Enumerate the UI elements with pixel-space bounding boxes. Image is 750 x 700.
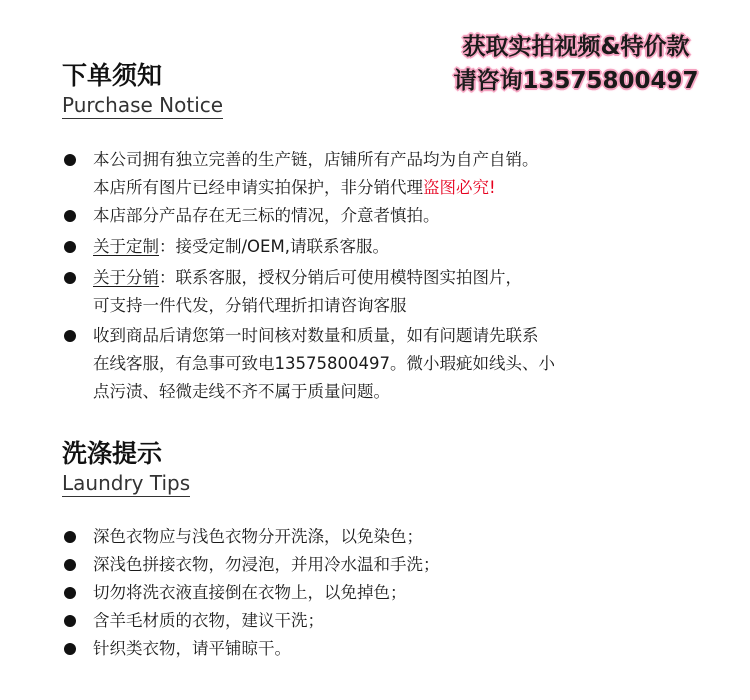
laundry-tips-subtitle: Laundry Tips — [62, 471, 191, 495]
custom-order-text: ：接受定制/OEM,请联系客服。 — [159, 237, 389, 256]
promo-line-2: 请咨询13575800497 — [453, 68, 699, 94]
laundry-tips-title: 洗涤提示 — [62, 439, 163, 468]
purchase-notice-section — [62, 60, 223, 119]
warning-text: 盗图必究! — [423, 178, 496, 197]
list-item — [62, 322, 555, 406]
list-item-text: 深色衣物应与浅色衣物分开洗涤，以免染色； — [93, 527, 423, 546]
distribution-key: 关于分销 — [93, 268, 159, 287]
list-item — [62, 607, 440, 635]
promo-banner — [430, 30, 722, 98]
custom-order-key: 关于定制 — [93, 237, 159, 256]
list-item — [62, 146, 555, 202]
bullet-icon — [64, 241, 76, 253]
laundry-tips-section — [62, 438, 190, 497]
list-item-text — [93, 174, 555, 202]
list-item-text: 在线客服，有急事可致电13575800497。微小瑕疵如线头、小 — [93, 354, 555, 373]
list-item-text: 本店部分产品存在无三标的情况，介意者慎拍。 — [93, 206, 440, 225]
list-item-text-part: 本店所有图片已经申请实拍保护，非分销代理 — [93, 178, 423, 197]
list-item — [62, 523, 440, 551]
purchase-notice-list — [62, 146, 555, 406]
list-item-text: 点污渍、轻微走线不齐不属于质量问题。 — [93, 382, 390, 401]
list-item-text: 深浅色拼接衣物，勿浸泡，并用冷水温和手洗； — [93, 555, 440, 574]
list-item-text — [93, 233, 555, 261]
list-item-text: 收到商品后请您第一时间核对数量和质量，如有问题请先联系 — [93, 326, 539, 345]
laundry-tips-list — [62, 523, 440, 663]
bullet-icon — [64, 559, 76, 571]
bullet-icon — [64, 154, 76, 166]
promo-line-1: 获取实拍视频&特价款 — [462, 34, 690, 60]
list-item-text: 针织类衣物，请平铺晾干。 — [93, 639, 291, 658]
list-item-text: 可支持一件代发，分销代理折扣请咨询客服 — [93, 296, 407, 315]
list-item — [62, 233, 555, 261]
list-item — [62, 551, 440, 579]
bullet-icon — [64, 615, 76, 627]
list-item — [62, 635, 440, 663]
bullet-icon — [64, 210, 76, 222]
list-item-text: 本公司拥有独立完善的生产链，店铺所有产品均为自产自销。 — [93, 150, 539, 169]
bullet-icon — [64, 531, 76, 543]
purchase-notice-title: 下单须知 — [62, 61, 163, 90]
list-item-text: 切勿将洗衣液直接倒在衣物上，以免掉色； — [93, 583, 407, 602]
bullet-icon — [64, 587, 76, 599]
purchase-notice-subtitle: Purchase Notice — [62, 93, 224, 117]
list-item — [62, 264, 555, 320]
list-item-text: 含羊毛材质的衣物，建议干洗； — [93, 611, 324, 630]
list-item-text — [93, 264, 555, 292]
bullet-icon — [64, 330, 76, 342]
list-item — [62, 202, 555, 230]
bullet-icon — [64, 643, 76, 655]
distribution-text: ：联系客服，授权分销后可使用模特图实拍图片， — [159, 268, 522, 287]
bullet-icon — [64, 272, 76, 284]
list-item — [62, 579, 440, 607]
